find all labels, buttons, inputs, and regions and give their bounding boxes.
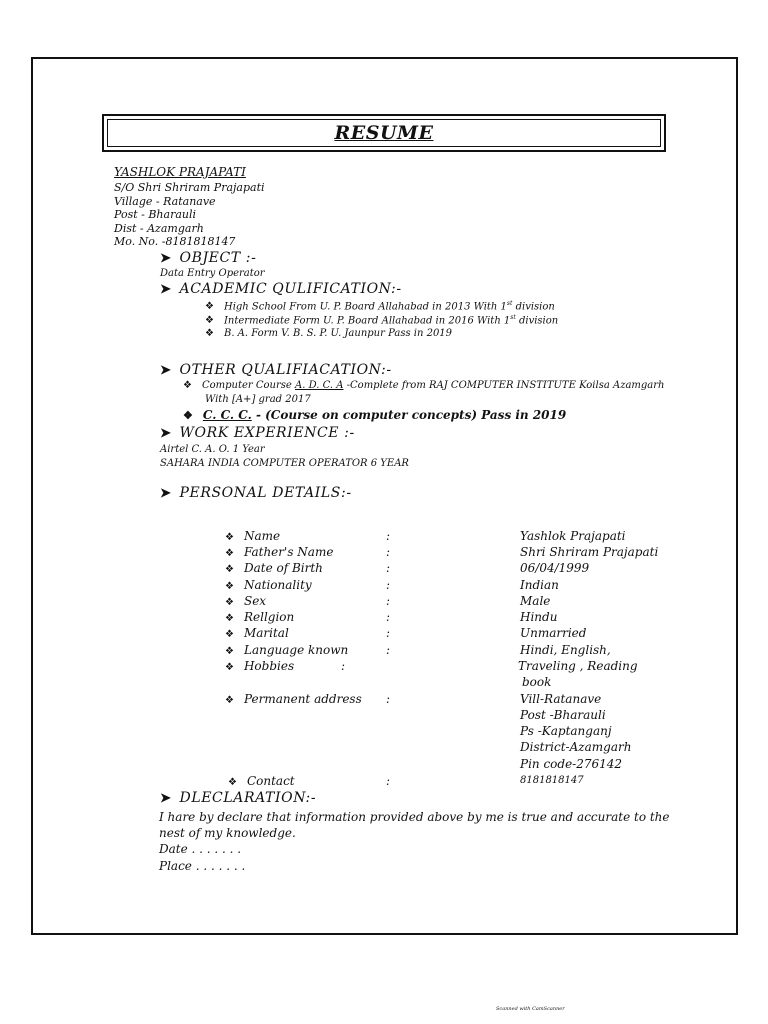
detail-colon: : (386, 561, 391, 575)
detail-value: Shri Shriram Prajapati (520, 545, 659, 559)
header-line: S/O Shri Shriram Prajapati (114, 181, 265, 194)
detail-colon: : (341, 659, 346, 673)
detail-label: ❖ Name (225, 529, 281, 543)
diamond-bullet-icon: ❖ (225, 646, 234, 657)
scanner-watermark: Scanned with CamScanner (496, 1006, 565, 1012)
detail-colon: : (386, 774, 391, 788)
object-text: Data Entry Operator (160, 268, 265, 279)
arrow-bullet-icon: ➤ (160, 486, 172, 501)
declaration-text: I hare by declare that information provided above by me is true and accurate to the (159, 810, 670, 824)
address-line: District-Azamgarh (520, 740, 632, 754)
section-declaration: ➤ DLECLARATION:- (160, 790, 317, 806)
other-item: ❖ C. C. C. - (Course on computer concepts) Pass in 2019 (183, 408, 567, 422)
detail-value: Male (520, 594, 551, 608)
declaration-text: nest of my knowledge. (159, 826, 296, 840)
section-object: ➤ OBJECT :- (160, 250, 257, 266)
address-line: Ps -Kaptanganj (520, 724, 612, 738)
detail-value: Indian (520, 578, 559, 592)
academic-item: ❖ Intermediate Form U. P. Board Allahabad in 2016 With 1st division (205, 314, 559, 327)
arrow-bullet-icon: ➤ (160, 282, 172, 297)
other-item: ❖ Computer Course A. D. C. A -Complete from RAJ COMPUTER INSTITUTE Koilsa Azamgarh (183, 380, 665, 391)
address-line: Post -Bharauli (520, 708, 606, 722)
detail-value: Hindi, English, (520, 643, 611, 657)
declaration-date: Date . . . . . . . (159, 842, 242, 856)
diamond-bullet-icon: ❖ (225, 581, 234, 592)
arrow-bullet-icon: ➤ (160, 251, 172, 266)
arrow-bullet-icon: ➤ (160, 791, 172, 806)
detail-colon: : (386, 529, 391, 543)
detail-label: ❖ Marital (225, 626, 289, 640)
header-line: Village - Ratanave (114, 195, 216, 208)
diamond-bullet-icon: ❖ (183, 380, 192, 391)
address-line: Vill-Ratanave (520, 692, 602, 706)
diamond-bullet-icon: ❖ (225, 613, 234, 624)
work-line: Airtel C. A. O. 1 Year (160, 444, 265, 455)
section-academic: ➤ ACADEMIC QULIFICATION:- (160, 281, 402, 297)
academic-item: ❖ B. A. Form V. B. S. P. U. Jaunpur Pass in 2019 (205, 328, 453, 339)
detail-label: ❖ Father's Name (225, 545, 334, 559)
diamond-bullet-icon: ❖ (225, 564, 234, 575)
detail-value: Unmarried (520, 626, 587, 640)
detail-colon: : (386, 643, 391, 657)
detail-colon: : (386, 692, 391, 706)
diamond-bullet-icon: ❖ (183, 409, 193, 422)
detail-value: 8181818147 (520, 775, 584, 786)
detail-label: ❖ Rellgion (225, 610, 295, 624)
arrow-bullet-icon: ➤ (160, 363, 172, 378)
header-line: Dist - Azamgarh (114, 222, 204, 235)
section-other-qualification: ➤ OTHER QUALIFIACATION:- (160, 362, 392, 378)
section-work-experience: ➤ WORK EXPERIENCE :- (160, 425, 355, 441)
detail-label: ❖ Language known (225, 643, 349, 657)
detail-label: ❖ Contact (228, 774, 295, 788)
address-line: Pin code-276142 (520, 757, 623, 771)
diamond-bullet-icon: ❖ (205, 315, 214, 327)
detail-value: Yashlok Prajapati (520, 529, 626, 543)
resume-title: RESUME (334, 122, 434, 144)
detail-value: Traveling , Reading (518, 659, 638, 673)
section-personal-details: ➤ PERSONAL DETAILS:- (160, 485, 352, 501)
detail-value: Hindu (520, 610, 558, 624)
detail-colon: : (386, 626, 391, 640)
diamond-bullet-icon: ❖ (225, 695, 234, 706)
diamond-bullet-icon: ❖ (225, 662, 234, 673)
declaration-place: Place . . . . . . . (159, 859, 246, 873)
detail-colon: : (386, 545, 391, 559)
title-box (102, 114, 666, 152)
detail-colon: : (386, 578, 391, 592)
diamond-bullet-icon: ❖ (225, 597, 234, 608)
diamond-bullet-icon: ❖ (205, 301, 214, 313)
header-line: Mo. No. -8181818147 (114, 235, 236, 248)
header-line: Post - Bharauli (114, 208, 197, 221)
diamond-bullet-icon: ❖ (228, 777, 237, 788)
detail-value: 06/04/1999 (520, 561, 590, 575)
detail-colon: : (386, 610, 391, 624)
detail-label: ❖ Sex (225, 594, 267, 608)
diamond-bullet-icon: ❖ (205, 328, 214, 339)
detail-label: ❖ Hobbies (225, 659, 295, 673)
work-line: SAHARA INDIA COMPUTER OPERATOR 6 YEAR (160, 458, 409, 469)
detail-label: ❖ Date of Birth (225, 561, 323, 575)
diamond-bullet-icon: ❖ (225, 548, 234, 559)
diamond-bullet-icon: ❖ (225, 629, 234, 640)
applicant-name: YASHLOK PRAJAPATI (114, 165, 246, 179)
other-item-cont: With [A+] grad 2017 (205, 394, 311, 405)
detail-colon: : (386, 594, 391, 608)
academic-item: ❖ High School From U. P. Board Allahabad in 2013 With 1st division (205, 300, 555, 313)
diamond-bullet-icon: ❖ (225, 532, 234, 543)
arrow-bullet-icon: ➤ (160, 426, 172, 441)
detail-label: ❖ Nationality (225, 578, 312, 592)
detail-label: ❖ Permanent address (225, 692, 362, 706)
detail-value-cont: book (522, 675, 552, 689)
